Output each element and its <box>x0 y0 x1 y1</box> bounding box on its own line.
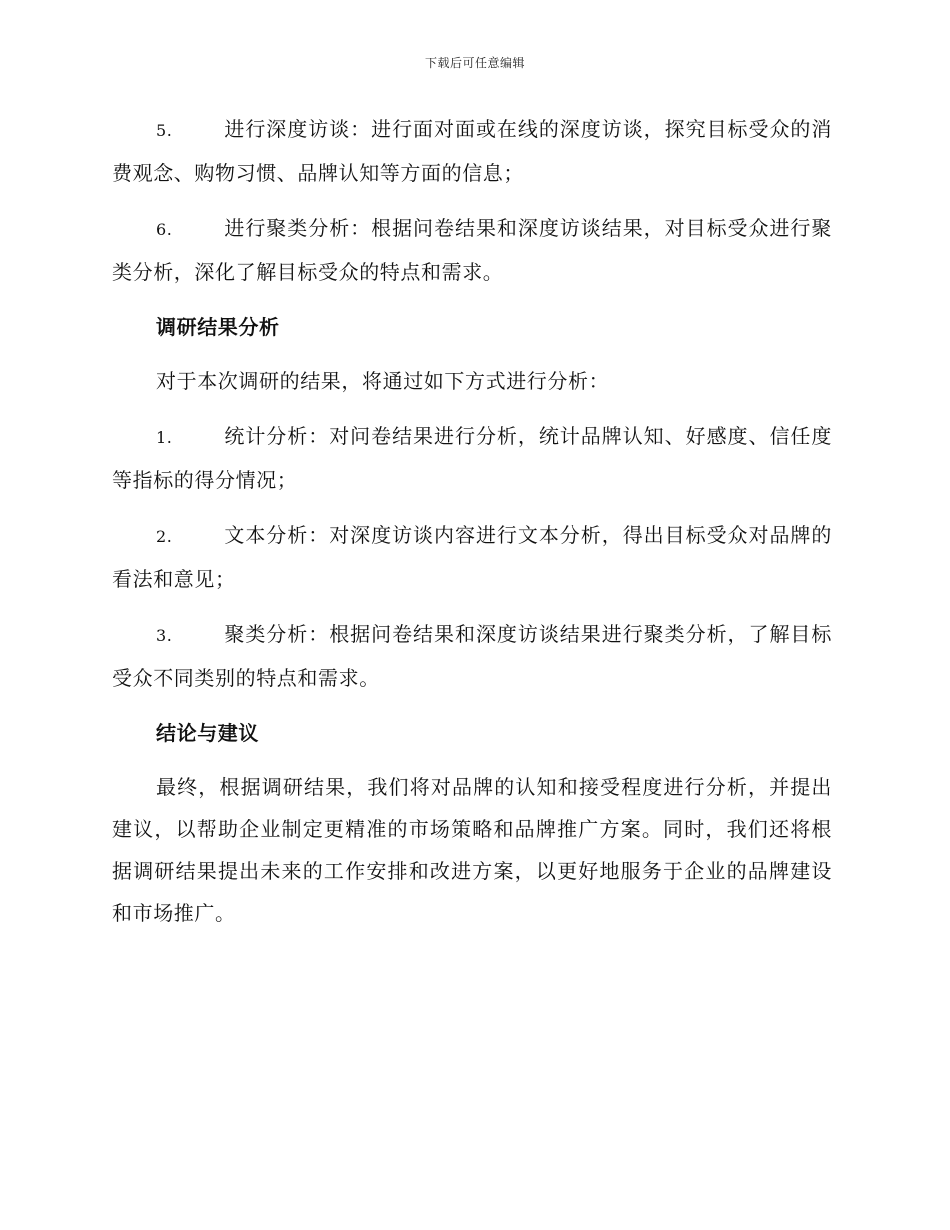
conclusion-body: 最终，根据调研结果，我们将对品牌的认知和接受程度进行分析，并提出建议，以帮助企业制定更精准的市场策略和品牌推广方案。同时，我们还将根据调研结果提出未来的工作安排和改进方案，以更好地服务于企业的品牌建设和市场推广。 <box>112 775 832 925</box>
list-number: 1. <box>156 428 173 447</box>
list-item <box>112 207 832 293</box>
list-item <box>112 108 832 194</box>
list-item <box>112 415 832 501</box>
list-item <box>112 613 832 699</box>
list-number: 6. <box>156 220 173 239</box>
list-text: 进行深度访谈：进行面对面或在线的深度访谈，探究目标受众的消费观念、购物习惯、品牌认知等方面的信息； <box>112 117 832 185</box>
section-heading-analysis: 调研结果分析 <box>156 315 280 339</box>
list-text: 统计分析：对问卷结果进行分析，统计品牌认知、好感度、信任度等指标的得分情况； <box>112 424 832 492</box>
list-text: 进行聚类分析：根据问卷结果和深度访谈结果，对目标受众进行聚类分析，深化了解目标受众的特点和需求。 <box>112 216 832 284</box>
list-number: 2. <box>156 527 173 546</box>
list-text: 文本分析：对深度访谈内容进行文本分析，得出目标受众对品牌的看法和意见； <box>112 523 832 591</box>
analysis-intro: 对于本次调研的结果，将通过如下方式进行分析： <box>156 369 610 393</box>
section-heading-conclusion: 结论与建议 <box>156 721 259 745</box>
document-body <box>112 108 832 947</box>
list-text: 聚类分析：根据问卷结果和深度访谈结果进行聚类分析，了解目标受众不同类别的特点和需求。 <box>112 622 832 690</box>
list-number: 3. <box>156 626 173 645</box>
list-item <box>112 514 832 600</box>
list-number: 5. <box>156 121 173 140</box>
page-header: 下载后可任意编辑 <box>424 56 525 70</box>
